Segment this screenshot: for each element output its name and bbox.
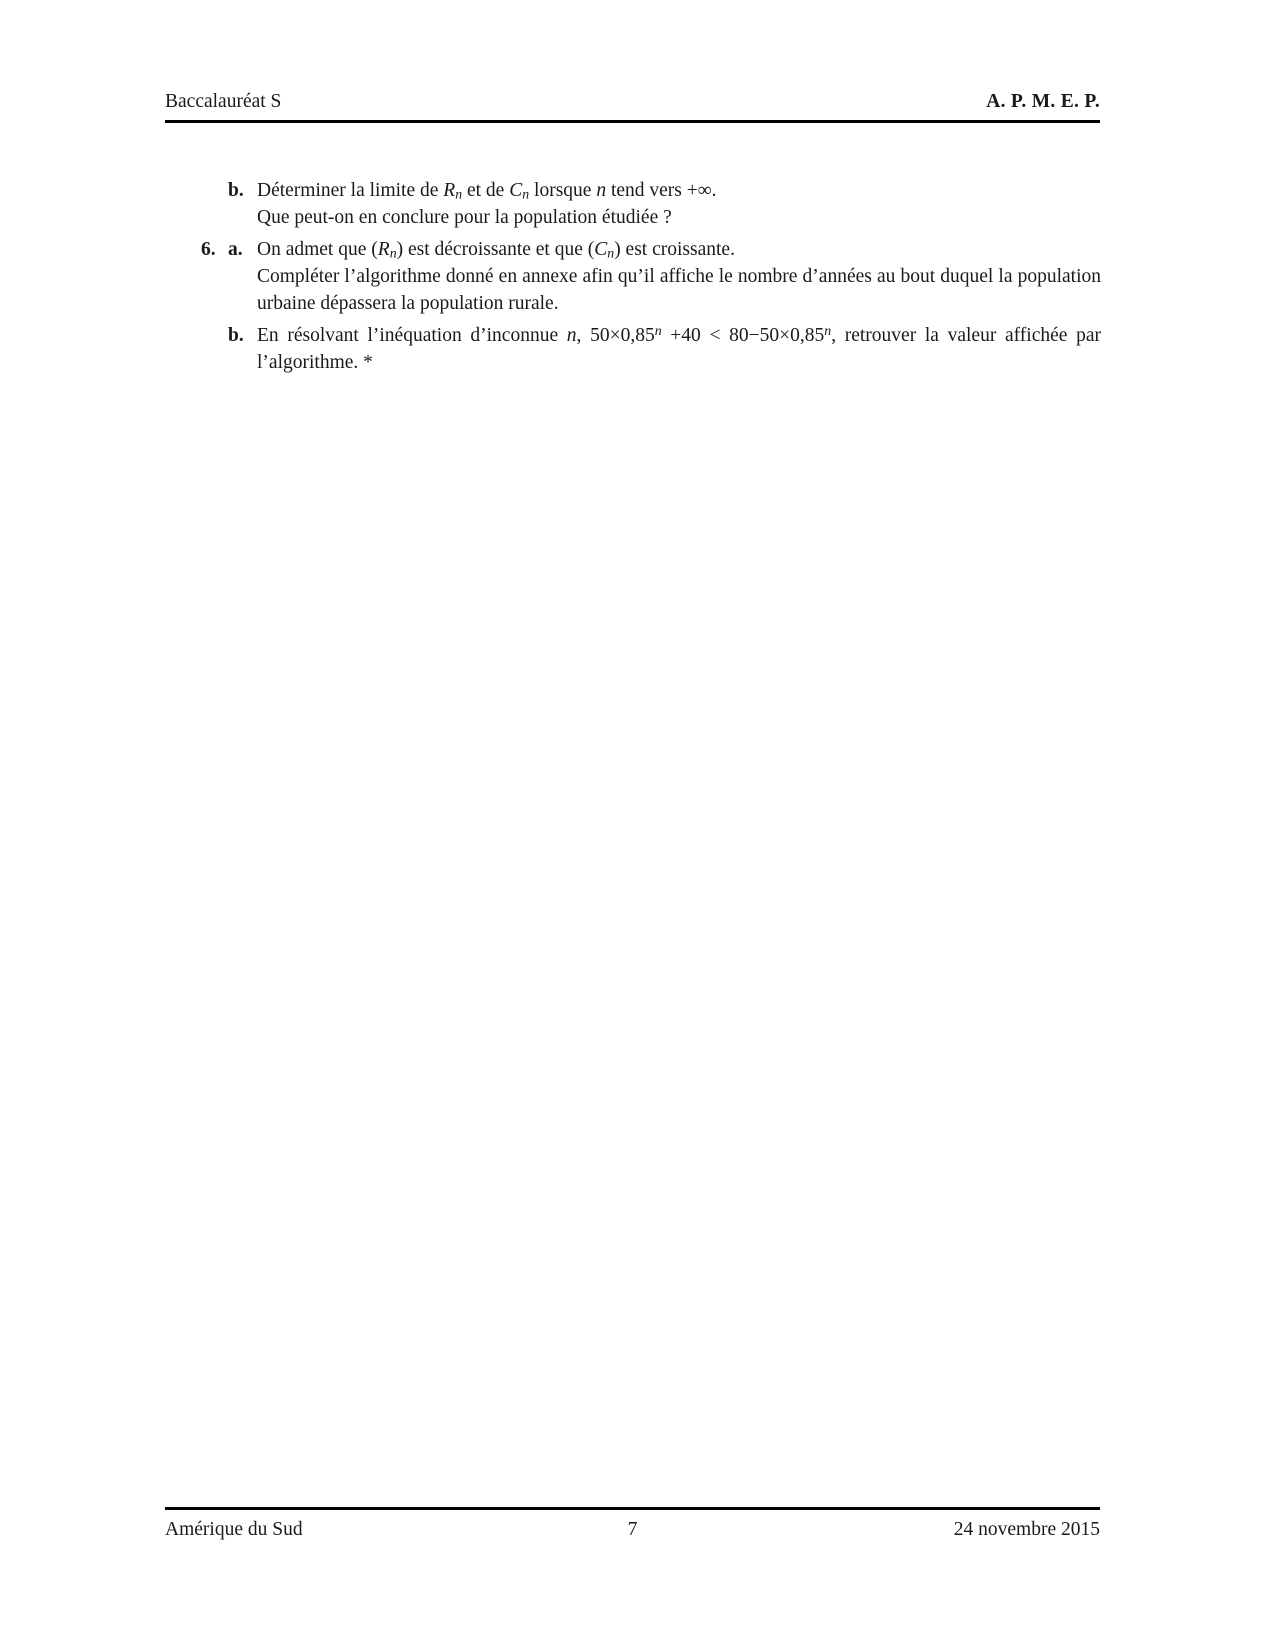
header-org-name: A. P. M. E. P.	[986, 91, 1100, 112]
question-6a-paragraph: Compléter l’algorithme donné en annexe afin qu’il affiche le nombre d’années au bout duquel la population urbaine dépassera la population rurale.	[257, 266, 1101, 314]
question-6b	[165, 322, 1101, 376]
question-6a-line1: On admet que $(R_n)$ est décroissante et que $(C_n)$ est croissante.	[257, 239, 735, 261]
page-header	[165, 90, 1100, 123]
question-5b	[165, 177, 1101, 231]
question-5b-line2: Que peut-on en conclure pour la population étudiée ?	[257, 207, 672, 228]
footer-exam-location: Amérique du Sud	[165, 1519, 303, 1540]
page-footer	[165, 1507, 1100, 1542]
header-doc-title: Baccalauréat S	[165, 91, 282, 112]
footer-page-number: 7	[627, 1519, 638, 1540]
question-5b-line1: Déterminer la limite de $R_n$ et de $C_n$ lorsque n tend vers +∞.	[257, 180, 717, 202]
question-6a-label: a.	[228, 239, 243, 260]
question-6b-label: b.	[228, 325, 244, 346]
question-6a	[165, 236, 1101, 317]
question-6b-paragraph: En résolvant l’inéquation d’inconnue n, $50\times 0,85^n +40 < 80-50\times 0,85^n$, retrouver la valeur affichée par l’algorithme. *	[257, 322, 1101, 373]
footer-exam-date: 24 novembre 2015	[953, 1519, 1101, 1540]
question-6-number: 6.	[201, 239, 216, 260]
question-5b-label: b.	[228, 180, 244, 201]
exercise-content	[165, 177, 1101, 376]
